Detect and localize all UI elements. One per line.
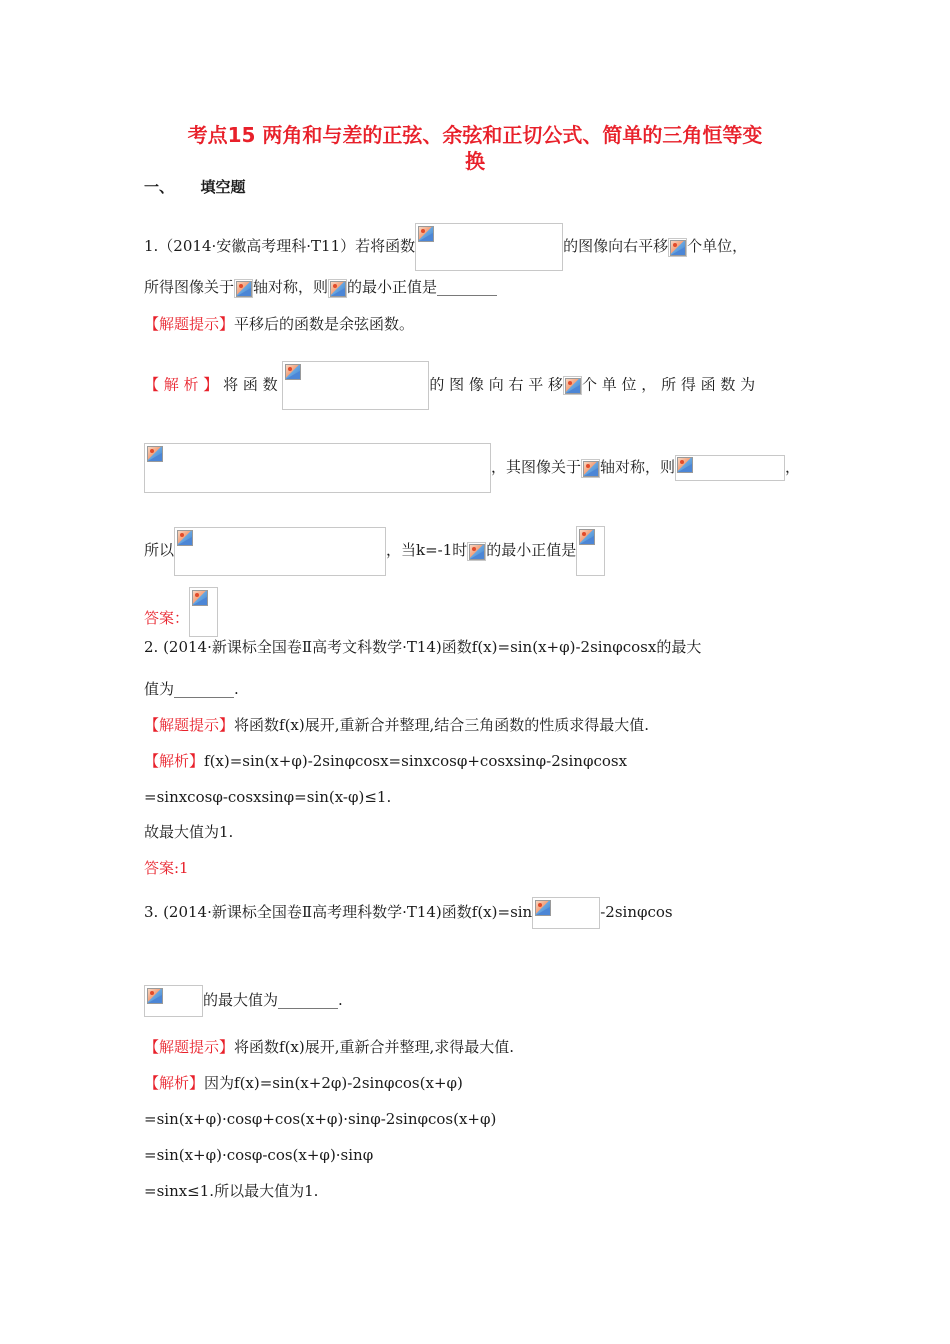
q1-text: 个单位， [687,237,748,255]
formula-image [563,376,582,395]
formula-image [532,897,600,929]
q3-solution-line-3: =sin(x+φ)·cosφ-cos(x+φ)·sinφ [144,1146,374,1164]
q1-text: 所得图像关于 [144,278,235,296]
solution-tag: 【解析】 [144,752,205,770]
q3-text: 的最大值为________. [203,991,343,1009]
q3-solution-line-2: =sin(x+φ)·cosφ+cos(x+φ)·sinφ-2sinφcos(x+φ) [144,1110,497,1128]
q3-solution-line-4: =sinx≤1.所以最大值为1. [144,1182,319,1200]
formula-image [576,526,605,576]
solution-text: 的最小正值是 [486,541,577,559]
formula-image [174,527,386,576]
q3-line-2 [144,985,343,1009]
broken-image-icon [677,457,693,473]
broken-image-icon [330,281,346,297]
formula-image [467,542,486,561]
broken-image-icon [583,461,599,477]
title-line-1: 考点15 两角和与差的正弦、余弦和正切公式、简单的三角恒等变 [187,123,763,147]
broken-image-icon [177,530,193,546]
q1-text: 的最小正值是________ [347,278,498,296]
q2-solution-line-3: 故最大值为1. [144,823,234,841]
formula-image [328,279,347,298]
broken-image-icon [147,446,163,462]
solution-text: 轴对称，则 [600,458,676,476]
solution-text: 的 图 像 向 右 平 移 [429,375,563,394]
hint-text: 将函数f(x)展开,重新合并整理,求得最大值. [234,1038,515,1056]
section-heading [144,175,246,199]
q2-solution-line-2: =sinxcosφ-cosxsinφ=sin(x-φ)≤1. [144,788,392,806]
formula-image [234,279,253,298]
q1-solution-line-2 [144,443,801,476]
hint-tag: 【解题提示】 [144,315,235,333]
solution-text: 将 函 数 [218,375,283,394]
solution-text: 所以 [144,541,175,559]
broken-image-icon [236,281,252,297]
q2-line-2: 值为________. [144,680,239,698]
broken-image-icon [285,364,301,380]
hint-text: 平移后的函数是余弦函数。 [234,315,415,333]
q1-line-1 [144,223,748,255]
broken-image-icon [535,900,551,916]
q3-line-1 [144,897,673,921]
solution-text: 个 单 位 ， 所 得 函 数 为 [582,375,756,394]
q1-solution-line-1 [144,361,756,394]
formula-image [668,238,687,257]
q3-text: -2sinφcos [600,903,673,921]
solution-text: f(x)=sin(x+φ)-2sinφcosx=sinxcosφ+cosxsinφ-2sinφcosx [204,752,628,770]
formula-image [189,587,218,637]
section-name: 填空题 [200,178,246,196]
broken-image-icon [418,226,434,242]
q1-answer [144,587,218,627]
q2-solution-line-1 [144,749,627,773]
q1-text: 轴对称，则 [253,278,329,296]
broken-image-icon [469,544,485,560]
q2-line-1: 2. (2014·新课标全国卷Ⅱ高考文科数学·T14)函数f(x)=sin(x+φ)-2sinφcosx的最大 [144,638,702,656]
formula-image [144,443,491,493]
q1-solution-line-3 [144,526,605,559]
q2-hint [144,713,649,737]
formula-image [415,223,563,271]
formula-image [282,361,429,410]
hint-tag: 【解题提示】 [144,1038,235,1056]
q1-text: 的图像向右平移 [563,237,669,255]
q3-prefix: 3. (2014·新课标全国卷Ⅱ高考理科数学·T14)函数f(x)=sin [144,903,533,921]
answer-tag: 答案： [144,609,190,627]
broken-image-icon [147,988,163,1004]
formula-image [675,455,785,481]
broken-image-icon [192,590,208,606]
q1-line-2 [144,275,497,299]
solution-text: 因为f(x)=sin(x+2φ)-2sinφcos(x+φ) [204,1074,463,1092]
formula-image [144,985,203,1017]
q1-prefix: 1.（2014·安徽高考理科·T11）若将函数 [144,237,416,255]
q3-hint [144,1035,514,1059]
solution-text: ，当k=-1时 [386,541,468,559]
broken-image-icon [579,529,595,545]
solution-text: ， [785,458,801,476]
title-line-2: 换 [465,149,485,173]
page-title [140,122,810,174]
hint-tag: 【解题提示】 [144,716,235,734]
broken-image-icon [565,378,581,394]
q2-answer: 答案:1 [144,859,189,877]
formula-image [581,459,600,478]
q1-hint [144,312,414,336]
solution-text: ，其图像关于 [491,458,582,476]
solution-tag: 【 解 析 】 [144,375,219,394]
q3-solution-line-1 [144,1071,463,1095]
broken-image-icon [670,240,686,256]
hint-text: 将函数f(x)展开,重新合并整理,结合三角函数的性质求得最大值. [234,716,650,734]
solution-tag: 【解析】 [144,1074,205,1092]
section-number: 一、 [144,178,175,196]
